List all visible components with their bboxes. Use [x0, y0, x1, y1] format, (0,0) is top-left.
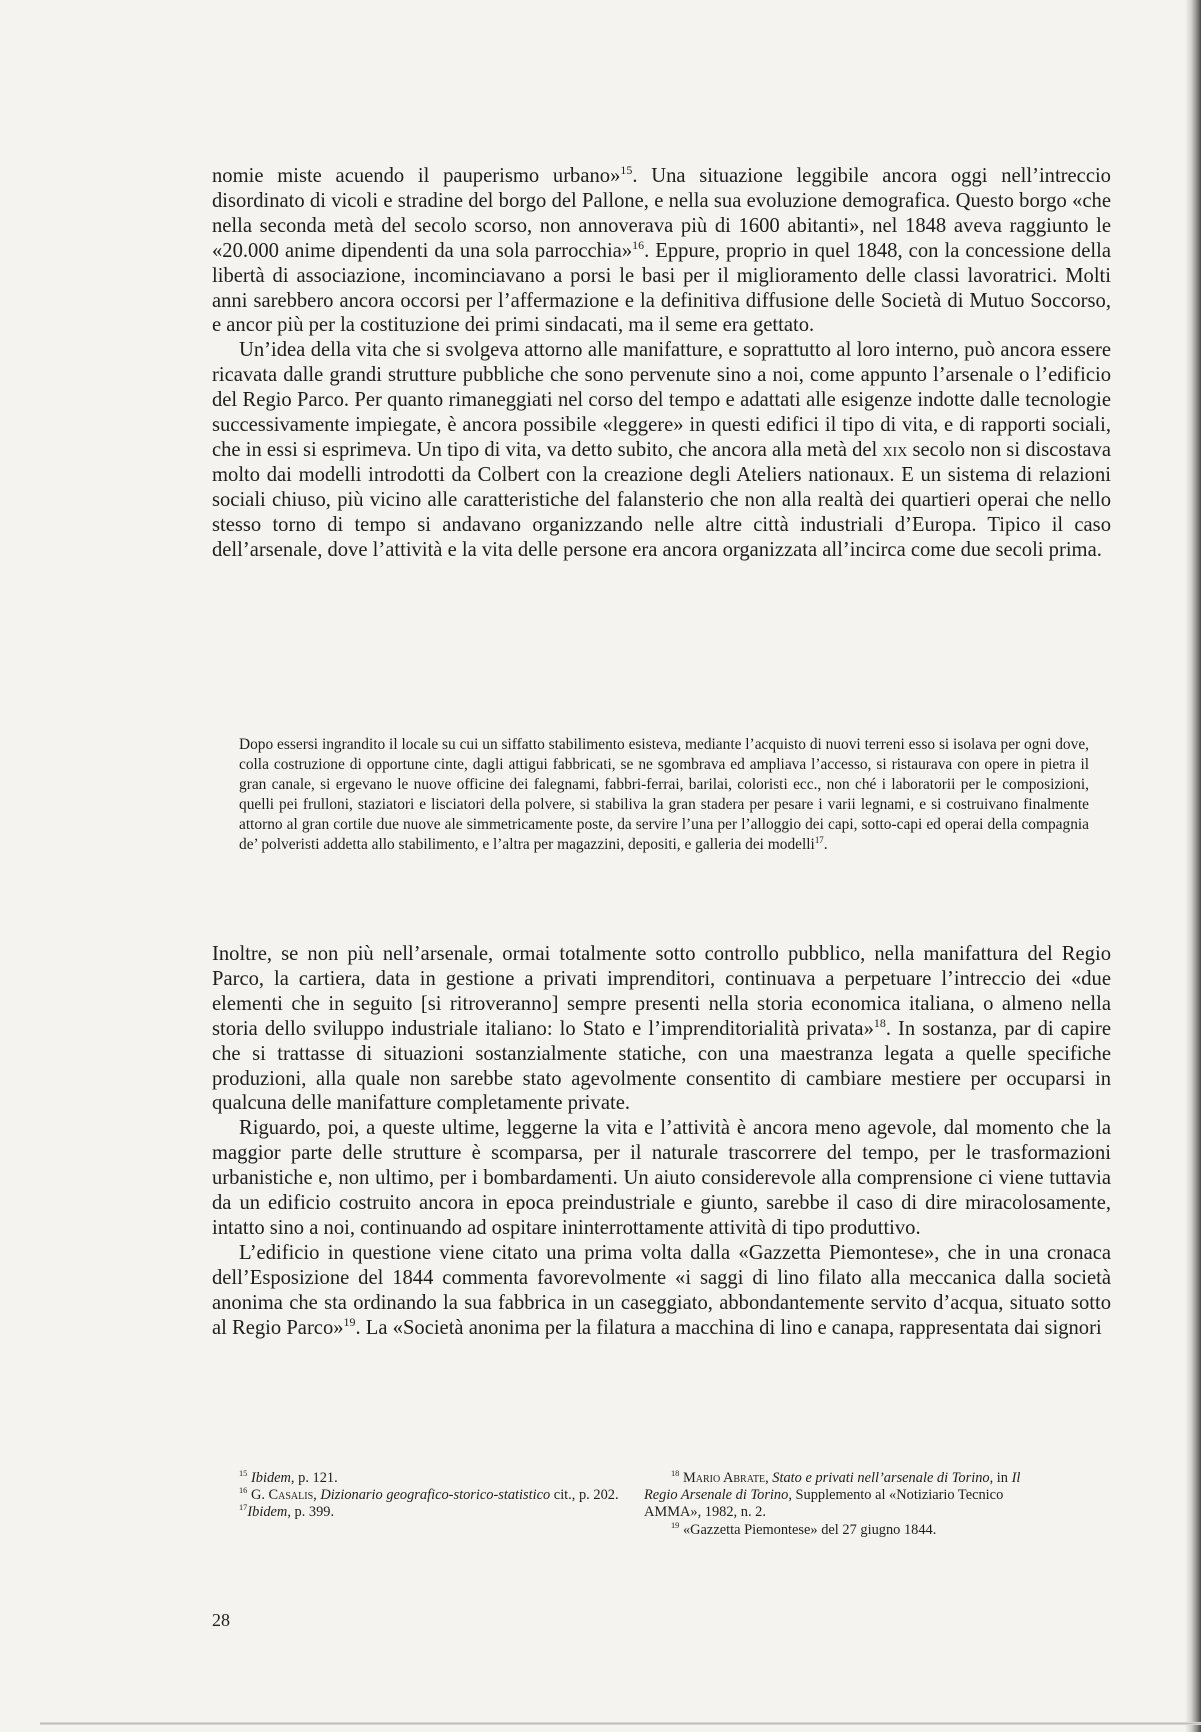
footnote-ref-19: 19: [343, 1314, 356, 1329]
paragraph-4: Riguardo, poi, a queste ultime, leggerne la vita e l’attività è ancora meno agevole, dal momento che la maggior parte delle strutture è scomparsa, per il naturale trascorrere del tempo, per le trasformazioni urbanistiche e, non ultimo, per i bombardamenti. Un aiuto considerevole alla comprensione ci viene tuttavia da un edificio costruito ancora in epoca preindustriale e giunto, sarebbe il caso di dire miracolosamente, intatto sino a noi, continuando ad ospitare ininterrottamente attività di tipo produttivo.: [212, 1117, 1111, 1239]
footnote-ref-17: 17: [814, 834, 824, 845]
footnote-ref-16: 16: [632, 237, 645, 252]
footnotes-right-column: [644, 1470, 1056, 1539]
footnote-ref-18: 18: [873, 1015, 886, 1030]
paragraph-1: nomie miste acuendo il pauperismo urbano»$^{15}$. Una situazione leggibile ancora oggi nell’intreccio disordinato di vicoli e stradine del borgo del Pallone, e nella sua evoluzione demografica. Questo borgo «che nella seconda metà del secolo scorso, non annoverava più di 1600 abitanti», nel 1848 aveva raggiunto le «20.000 anime dipendenti da una sola parrocchia»$^{16}$. Eppure, proprio in quel 1848, con la concessione della libertà di associazione, incominciavano a porsi le basi per il miglioramento delle classi lavoratrici. Molti anni sarebbero ancora occorsi per l’affermazione e la definitiva diffusione delle Società di Mutuo Soccorso, e ancor più per la costituzione dei primi sindacati, ma il seme era gettato.: [212, 163, 1111, 337]
paragraph-3: Inoltre, se non più nell’arsenale, ormai totalmente sotto controllo pubblico, nella manifattura del Regio Parco, la cartiera, data in gestione a privati imprenditori, continuava a perpetuare l’intreccio dei «due elementi che in seguito [si ritroveranno] sempre presenti nella storia economica italiana, o almeno nella storia dello sviluppo industriale italiano: lo Stato e l’imprenditorialità privata»$^{18}$. In sostanza, par di capire che si trattasse di situazioni sostanzialmente statiche, con una maestranza legata a quelle specifiche produzioni, alla quale non sarebbe stato agevolmente consentito di cambiare mestiere per occuparsi in qualcuna delle manifatture completamente private.: [212, 943, 1111, 1115]
paragraph-5: L’edificio in questione viene citato una prima volta dalla «Gazzetta Piemontese», che in una cronaca dell’Esposizione del 1844 commenta favorevolmente «i saggi di lino filato alla meccanica dalla società anonima che sta ordinando la sua fabbrica in un caseggiato, abbondantemente servito d’acqua, situato sotto al Regio Parco»$^{19}$. La «Società anonima per la filatura a macchina di lino e canapa, rappresentata dai signori: [212, 1241, 1111, 1339]
body-text-bottom: [212, 942, 1111, 1341]
footnote-19: $^{19}$ «Gazzetta Piemontese» del 27 giugno 1844.: [671, 1520, 937, 1538]
scan-bottom-edge: [40, 1722, 1201, 1725]
roman-numeral: xix: [882, 438, 908, 461]
footnote-15: $^{15}$ Ibidem, p. 121.: [239, 1469, 338, 1486]
footnote-16: $^{16}$ G. Casalis, Dizionario geografico-storico-statistico cit., p. 202.: [239, 1486, 619, 1504]
body-text-top: [212, 164, 1111, 563]
footnote-ref-15: 15: [620, 163, 633, 178]
footnote-17: $^{17}$Ibidem, p. 399.: [239, 1503, 335, 1521]
footnotes-left-column: [212, 1470, 624, 1522]
footnote-18: $^{18}$ Mario Abrate, Stato e privati nell’arsenale di Torino, in Il Regio Arsenale di Torino, Supplemento al «Notiziario Tecnico AMMA», 1982, n. 2.: [644, 1469, 1021, 1521]
paragraph-2: Un’idea della vita che si svolgeva attorno alle manifatture, e soprattutto al loro interno, può ancora essere ricavata dalle grandi strutture pubbliche che sono pervenute sino a noi, come appunto l’arsenale o l’edificio del Regio Parco. Per quanto rimaneggiati nel corso del tempo e adattati alle esigenze indotte dalle tecnologie successivamente impiegate, è ancora possibile «leggere» in questi edifici il tipo di vita, e di rapporti sociali, che in essi si esprimeva. Un tipo di vita, va detto subito, che ancora alla metà del xix secolo non si discostava molto dai modelli introdotti da Colbert con la creazione degli Ateliers nationaux. E un sistema di relazioni sociali chiuso, più vicino alle caratteristiche del falansterio che non alla realtà dei quartieri operai che nello stesso torno di tempo si andavano organizzando nelle altre città industriali d’Europa. Tipico il caso dell’arsenale, dove l’attività e la vita delle persone era ancora organizzata all’incirca come due secoli prima.: [212, 339, 1111, 561]
block-quote: Dopo essersi ingrandito il locale su cui un siffatto stabilimento esisteva, mediante l’acquisto di nuovi terreni esso si isolava per ogni dove, colla costruzione di opportune cinte, dagli attigui fabbricati, se ne sgombrava ed ampliava l’accesso, si ristaurava con opere in pietra il gran canale, si ergevano le nuove officine dei falegnami, fabbri-ferrai, barilai, coloristi ecc., non ché i laboratorii per le composizioni, quelli pei frulloni, staziatori e lisciatori della polvere, si stabiliva la gran stadera per pesare i varii legnami, e si costruivano finalmente attorno al gran cortile due nuove ale simmetricamente poste, da servire l’una per l’alloggio dei capi, sotto-capi ed operai della compagnia de’ polveristi addetta allo stabilimento, e l’altra per magazzini, depositi, e galleria dei modelli$^{17}$.: [239, 736, 1089, 853]
page-number: 28: [212, 1610, 230, 1630]
page-edge-shadow: [1185, 0, 1201, 1732]
